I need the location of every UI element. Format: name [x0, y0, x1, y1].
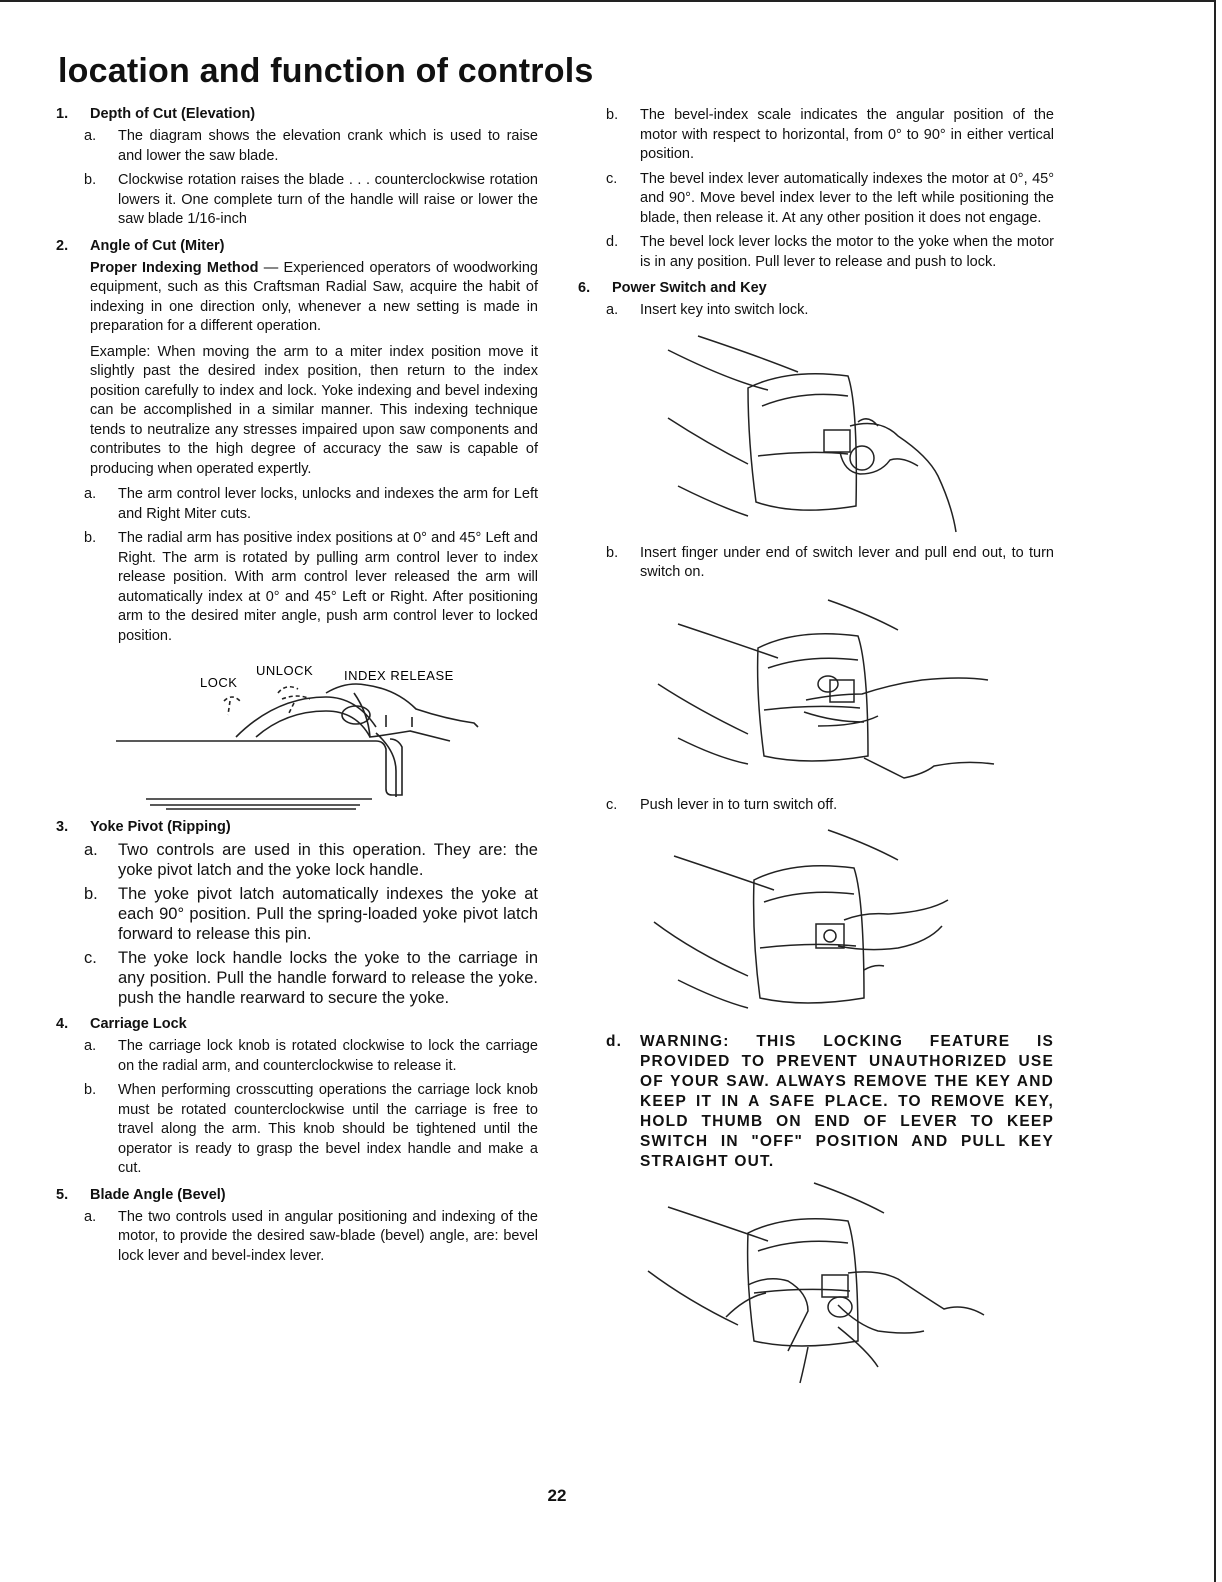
- item-marker: b.: [84, 530, 97, 546]
- list-item: [84, 127, 538, 166]
- indexing-method-paragraph: [90, 259, 538, 337]
- item-text: The yoke pivot latch automatically indexes the yoke at each 90° position. Pull the spring-loaded yoke pivot latch forward to release this pin.: [118, 885, 538, 943]
- item-text: The arm control lever locks, unlocks and indexes the arm for Left and Right Miter cuts.: [118, 486, 538, 522]
- list-item: [84, 884, 538, 944]
- unlock-label: UNLOCK: [256, 663, 314, 678]
- item-text: The diagram shows the elevation crank which is used to raise and lower the saw blade.: [118, 128, 538, 164]
- item-text: When performing crosscutting operations the carriage lock knob must be rotated counterclockwise until the carriage is free to travel along the arm. This knob should be tightened until the operator is ready to grasp the bevel index handle and make a cut.: [118, 1082, 538, 1176]
- item-text: Two controls are used in this operation. They are: the yoke pivot latch and the yoke lock handle.: [118, 841, 538, 879]
- list-item: [84, 1081, 538, 1179]
- section-power-switch: [578, 280, 1054, 1387]
- remove-key-figure: [578, 1177, 1054, 1387]
- section-heading: Yoke Pivot (Ripping): [90, 819, 231, 835]
- switch-on-figure: [578, 588, 1054, 796]
- right-column: [578, 106, 1054, 1395]
- item-text: Insert finger under end of switch lever and pull end out, to turn switch on.: [640, 544, 1054, 580]
- list-item: [606, 796, 1054, 816]
- arm-control-lever-figure: [56, 651, 538, 811]
- item-text: Push lever in to turn switch off.: [640, 796, 838, 813]
- section-blade-angle-continued: [578, 106, 1054, 272]
- switch-off-figure: [578, 820, 1054, 1032]
- list-item: [84, 1037, 538, 1076]
- section-number: 2.: [56, 237, 69, 254]
- item-marker: d.: [606, 1033, 623, 1050]
- section-number: 5.: [56, 1186, 69, 1203]
- list-item: [84, 171, 538, 230]
- list-item: [606, 170, 1054, 229]
- item-text: Clockwise rotation raises the blade . . . counterclockwise rotation lowers it. One complete turn of the handle will raise or lower the saw blade 1/16-inch: [118, 172, 538, 227]
- item-marker: a.: [84, 128, 97, 144]
- warning-text: WARNING: THIS LOCKING FEATURE IS PROVIDED TO PREVENT UNAUTHORIZED USE OF YOUR SAW. ALWAYS REMOVE THE KEY AND KEEP IT IN A SAFE PLACE. TO REMOVE KEY, HOLD THUMB ON END OF LEVER TO KEEP SWITCH IN "OFF" POSITION AND PULL KEY STRAIGHT OUT.: [640, 1033, 1054, 1170]
- item-marker: b.: [606, 544, 619, 561]
- page-title: location and function of controls: [58, 52, 594, 90]
- item-marker: c.: [606, 170, 618, 187]
- section-heading: Carriage Lock: [90, 1016, 187, 1032]
- item-marker: b.: [84, 885, 98, 903]
- item-text: The two controls used in angular positioning and indexing of the motor, to provide the desired saw-blade (bevel) angle, are: bevel lock lever and bevel-index lever.: [118, 1208, 538, 1264]
- section-yoke-pivot: [56, 819, 538, 1008]
- paragraph-text: — Experienced operators of woodworking equipment, such as this Craftsman Radial Saw, acquire the habit of indexing in one direction only, whenever a new setting is made in preparation for a different operation.: [90, 259, 538, 334]
- item-text: The carriage lock knob is rotated clockwise to lock the carriage on the radial arm, and counterclockwise to release it.: [118, 1038, 538, 1074]
- item-marker: c.: [84, 949, 97, 967]
- item-text: Insert key into switch lock.: [640, 302, 809, 318]
- section-heading: Blade Angle (Bevel): [90, 1186, 226, 1203]
- insert-key-figure: [578, 326, 1054, 544]
- item-marker: a.: [606, 302, 619, 318]
- item-marker: d.: [606, 234, 619, 250]
- item-marker: a.: [84, 1208, 97, 1225]
- item-marker: a.: [84, 1038, 97, 1054]
- item-text: The yoke lock handle locks the yoke to the carriage in any position. Pull the handle forward to release the yoke. push the handle rearward to secure the yoke.: [118, 949, 538, 1007]
- item-marker: a.: [84, 841, 98, 859]
- list-item: [84, 840, 538, 880]
- item-marker: b.: [606, 107, 619, 123]
- list-item: [84, 485, 538, 524]
- item-marker: b.: [84, 172, 97, 188]
- left-column: [56, 106, 538, 1274]
- section-depth-of-cut: [56, 106, 538, 230]
- list-item: [84, 529, 538, 646]
- list-item: [84, 1208, 538, 1267]
- paragraph-lead: Proper Indexing Method: [90, 259, 259, 276]
- section-number: 1.: [56, 106, 69, 122]
- list-item: [606, 106, 1054, 165]
- section-heading: Angle of Cut (Miter): [90, 237, 225, 254]
- section-number: 3.: [56, 819, 69, 835]
- example-paragraph: Example: When moving the arm to a miter index position move it slightly past the desired index position, then return to the index position carefully to index and lock. Yoke indexing and bevel indexing can be accomplished in a similar manner. This indexing technique tends to neutralize any stresses impaired upon saw components and contributes to the high degree of accuracy the saw is capable of producing when operated expertly.: [90, 343, 538, 477]
- section-number: 6.: [578, 280, 591, 296]
- list-item: [606, 544, 1054, 583]
- item-text: The bevel-index scale indicates the angular position of the motor with respect to horizontal, from 0° to 90° in either vertical position.: [640, 107, 1054, 162]
- item-text: The radial arm has positive index positions at 0° and 45° Left and Right. The arm is rotated by pulling arm control lever to index release position. With arm control lever released the arm will automatically index at 0° and 45° Left or Right. After positioning arm to the desired miter angle, push arm control lever to locked position.: [118, 530, 538, 644]
- section-heading: Power Switch and Key: [612, 280, 767, 296]
- top-border-line: [0, 0, 1214, 2]
- section-heading: Depth of Cut (Elevation): [90, 106, 256, 122]
- warning-item: [606, 1032, 1054, 1172]
- section-carriage-lock: [56, 1016, 538, 1179]
- item-marker: a.: [84, 486, 97, 502]
- item-marker: c.: [606, 796, 618, 813]
- right-border-line: [1214, 0, 1216, 1582]
- page-number: 22: [547, 1486, 567, 1505]
- section-angle-of-cut: [56, 238, 538, 812]
- list-item: [84, 948, 538, 1008]
- index-release-label: INDEX RELEASE: [344, 668, 454, 683]
- lock-label: LOCK: [200, 675, 238, 690]
- section-number: 4.: [56, 1016, 69, 1032]
- list-item: [606, 233, 1054, 272]
- section-blade-angle: [56, 1187, 538, 1267]
- item-text: The bevel index lever automatically indexes the motor at 0°, 45° and 90°. Move bevel index lever to the left while positioning the blade, then release it. At any other position it does not engage.: [640, 170, 1054, 226]
- item-marker: b.: [84, 1082, 97, 1098]
- item-text: The bevel lock lever locks the motor to the yoke when the motor is in any position. Pull lever to release and push to lock.: [640, 234, 1054, 270]
- list-item: [606, 301, 1054, 321]
